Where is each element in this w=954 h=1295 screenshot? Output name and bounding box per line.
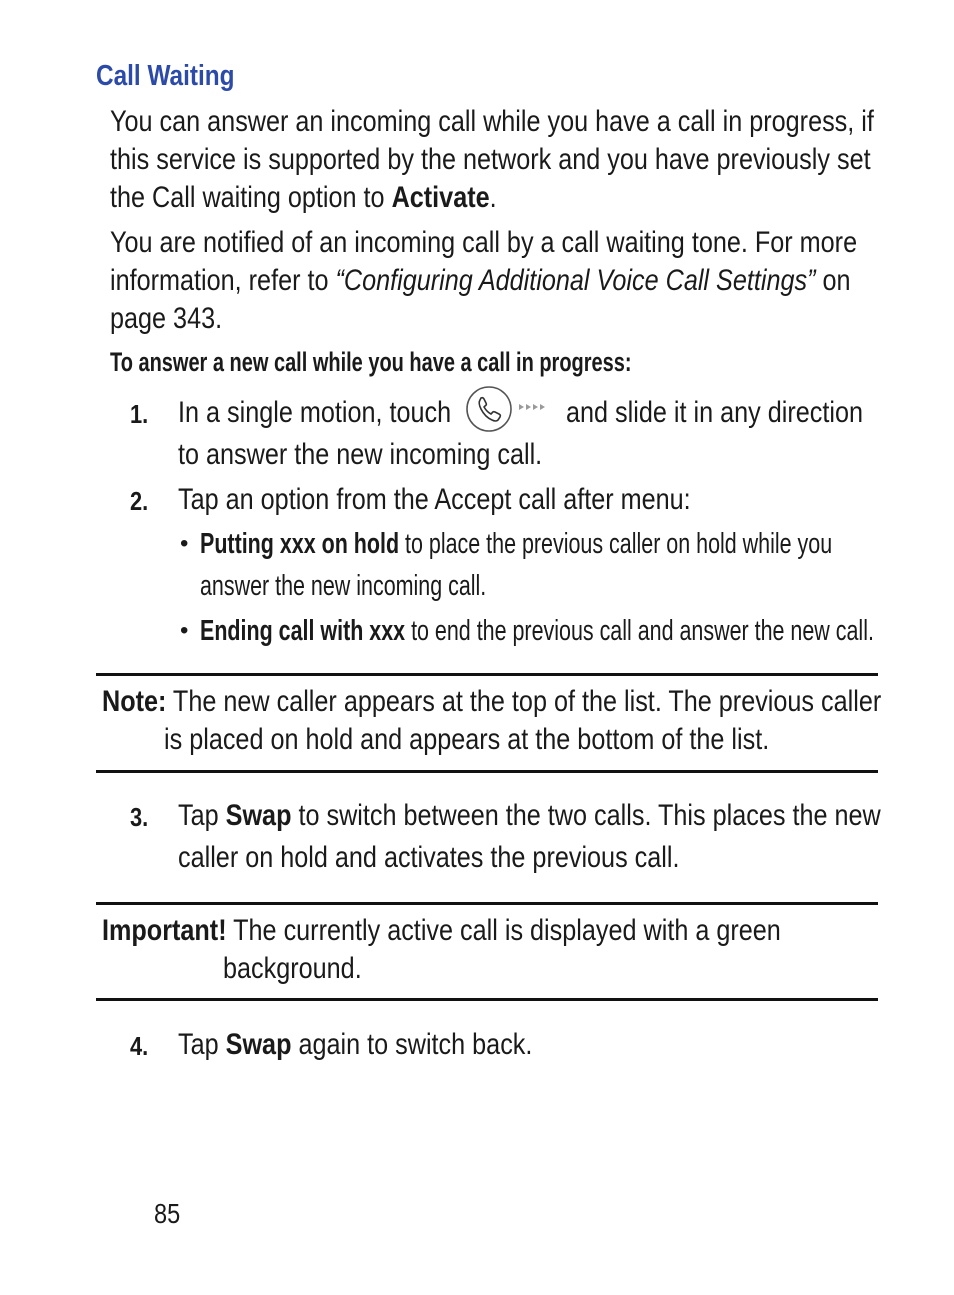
phone-slide-icon	[465, 384, 555, 434]
para1-line3: the Call waiting option to Activate.	[110, 181, 497, 214]
bullet-2-line1: Ending call with xxx to end the previous call and answer the new call.	[200, 615, 874, 647]
important-top-rule	[96, 902, 878, 905]
swap-term-2: Swap	[225, 1028, 292, 1061]
step-2-number: 2.	[130, 486, 149, 516]
important-line1: Important! The currently active call is displayed with a green	[102, 914, 781, 947]
note-bottom-rule	[96, 770, 878, 773]
ending-call-option: Ending call with xxx	[200, 615, 406, 647]
important-bottom-rule	[96, 998, 878, 1001]
page-number: 85	[154, 1198, 181, 1229]
important-line2: background.	[223, 952, 362, 985]
putting-on-hold-option: Putting xxx on hold	[200, 528, 400, 560]
step-1-line1-start: In a single motion, touch	[178, 396, 452, 429]
activate-term: Activate	[391, 181, 490, 214]
note-label: Note:	[102, 685, 167, 718]
para2-line3: page 343.	[110, 302, 223, 335]
step-4-line1: Tap Swap again to switch back.	[178, 1028, 533, 1061]
note-top-rule	[96, 673, 878, 676]
swap-term: Swap	[225, 799, 292, 832]
step-3-number: 3.	[130, 802, 149, 832]
step-1-number: 1.	[130, 399, 149, 429]
step-1-line1-end: and slide it in any direction	[566, 396, 863, 429]
note-line2: is placed on hold and appears at the bottom of the list.	[164, 723, 770, 756]
para1-line2: this service is supported by the network and you have previously set	[110, 143, 871, 176]
para1-line1: You can answer an incoming call while you have a call in progress, if	[110, 105, 874, 138]
section-heading: Call Waiting	[96, 60, 235, 92]
step-1-line2: to answer the new incoming call.	[178, 438, 543, 471]
note-line1: Note: The new caller appears at the top of the list. The previous caller	[102, 685, 882, 718]
cross-reference-link[interactable]: “Configuring Additional Voice Call Settings”	[335, 264, 816, 297]
bullet-1-line1: Putting xxx on hold to place the previous caller on hold while you	[200, 528, 833, 560]
step-2-line1: Tap an option from the Accept call after menu:	[178, 483, 691, 516]
step-3-line2: caller on hold and activates the previous call.	[178, 841, 680, 874]
bullet-1-dot: •	[180, 530, 189, 557]
step-4-number: 4.	[130, 1031, 149, 1061]
important-label: Important!	[102, 914, 227, 947]
bullet-2-dot: •	[180, 617, 189, 644]
para2-line1: You are notified of an incoming call by a call waiting tone. For more	[110, 226, 858, 259]
para2-line2: information, refer to “Configuring Additional Voice Call Settings” on	[110, 264, 851, 297]
procedure-subheading: To answer a new call while you have a call in progress:	[110, 347, 632, 377]
step-3-line1: Tap Swap to switch between the two calls. This places the new	[178, 799, 881, 832]
bullet-1-line2: answer the new incoming call.	[200, 570, 487, 602]
